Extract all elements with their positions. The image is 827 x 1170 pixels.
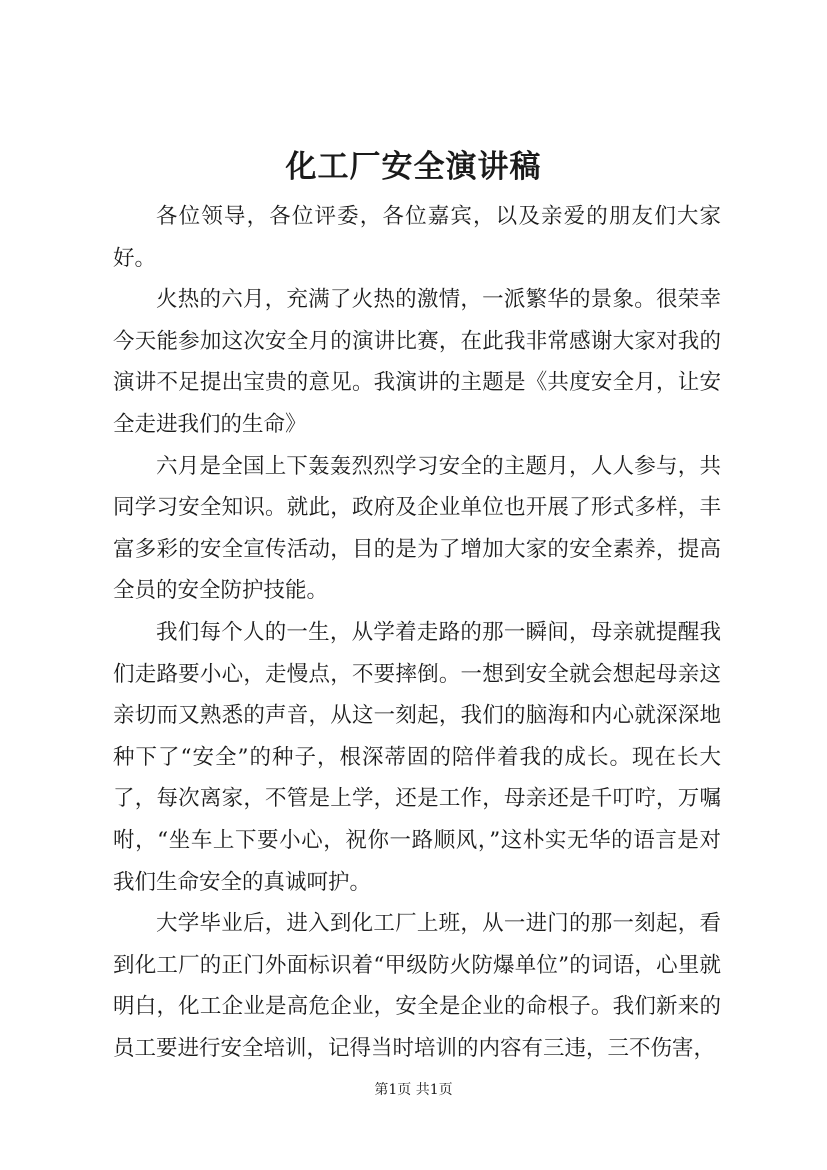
paragraph-chemical-plant: 大学毕业后，进入到化工厂上班，从一进门的那一刻起，看到化工厂的正门外面标识着“甲级防火防爆单位”的词语，心里就明白，化工企业是高危企业，安全是企业的命根子。我们新来的员工要进行安全培训，记得当时培训的内容有三违，三不伤害， [113, 911, 721, 1061]
document-body [113, 196, 721, 1069]
paragraph-intro: 火热的六月，充满了火热的激情，一派繁华的景象。很荣幸今天能参加这次安全月的演讲比赛，在此我非常感谢大家对我的演讲不足提出宝贵的意见。我演讲的主题是《共度安全月，让安全走进我们的生命》 [113, 287, 721, 437]
paragraph-mother: 我们每个人的一生，从学着走路的那一瞬间，母亲就提醒我们走路要小心，走慢点，不要摔倒。一想到安全就会想起母亲这亲切而又熟悉的声音，从这一刻起，我们的脑海和内心就深深地种下了“安全”的种子，根深蒂固的陪伴着我的成长。现在长大了，每次离家，不管是上学，还是工作，母亲还是千叮咛，万嘱咐，“坐车上下要小心，祝你一路顺风，”这朴实无华的语言是对我们生命安全的真诚呵护。 [113, 619, 721, 895]
paragraph-safety-month: 六月是全国上下轰轰烈烈学习安全的主题月，人人参与，共同学习安全知识。就此，政府及企业单位也开展了形式多样，丰富多彩的安全宣传活动，目的是为了增加大家的安全素养，提高全员的安全防护技能。 [113, 453, 721, 604]
page-number-footer: 第1页 共1页 [374, 1082, 453, 1098]
document-title: 化工厂安全演讲稿 [285, 149, 542, 185]
paragraph-greeting: 各位领导，各位评委，各位嘉宾，以及亲爱的朋友们大家好。 [113, 204, 721, 271]
